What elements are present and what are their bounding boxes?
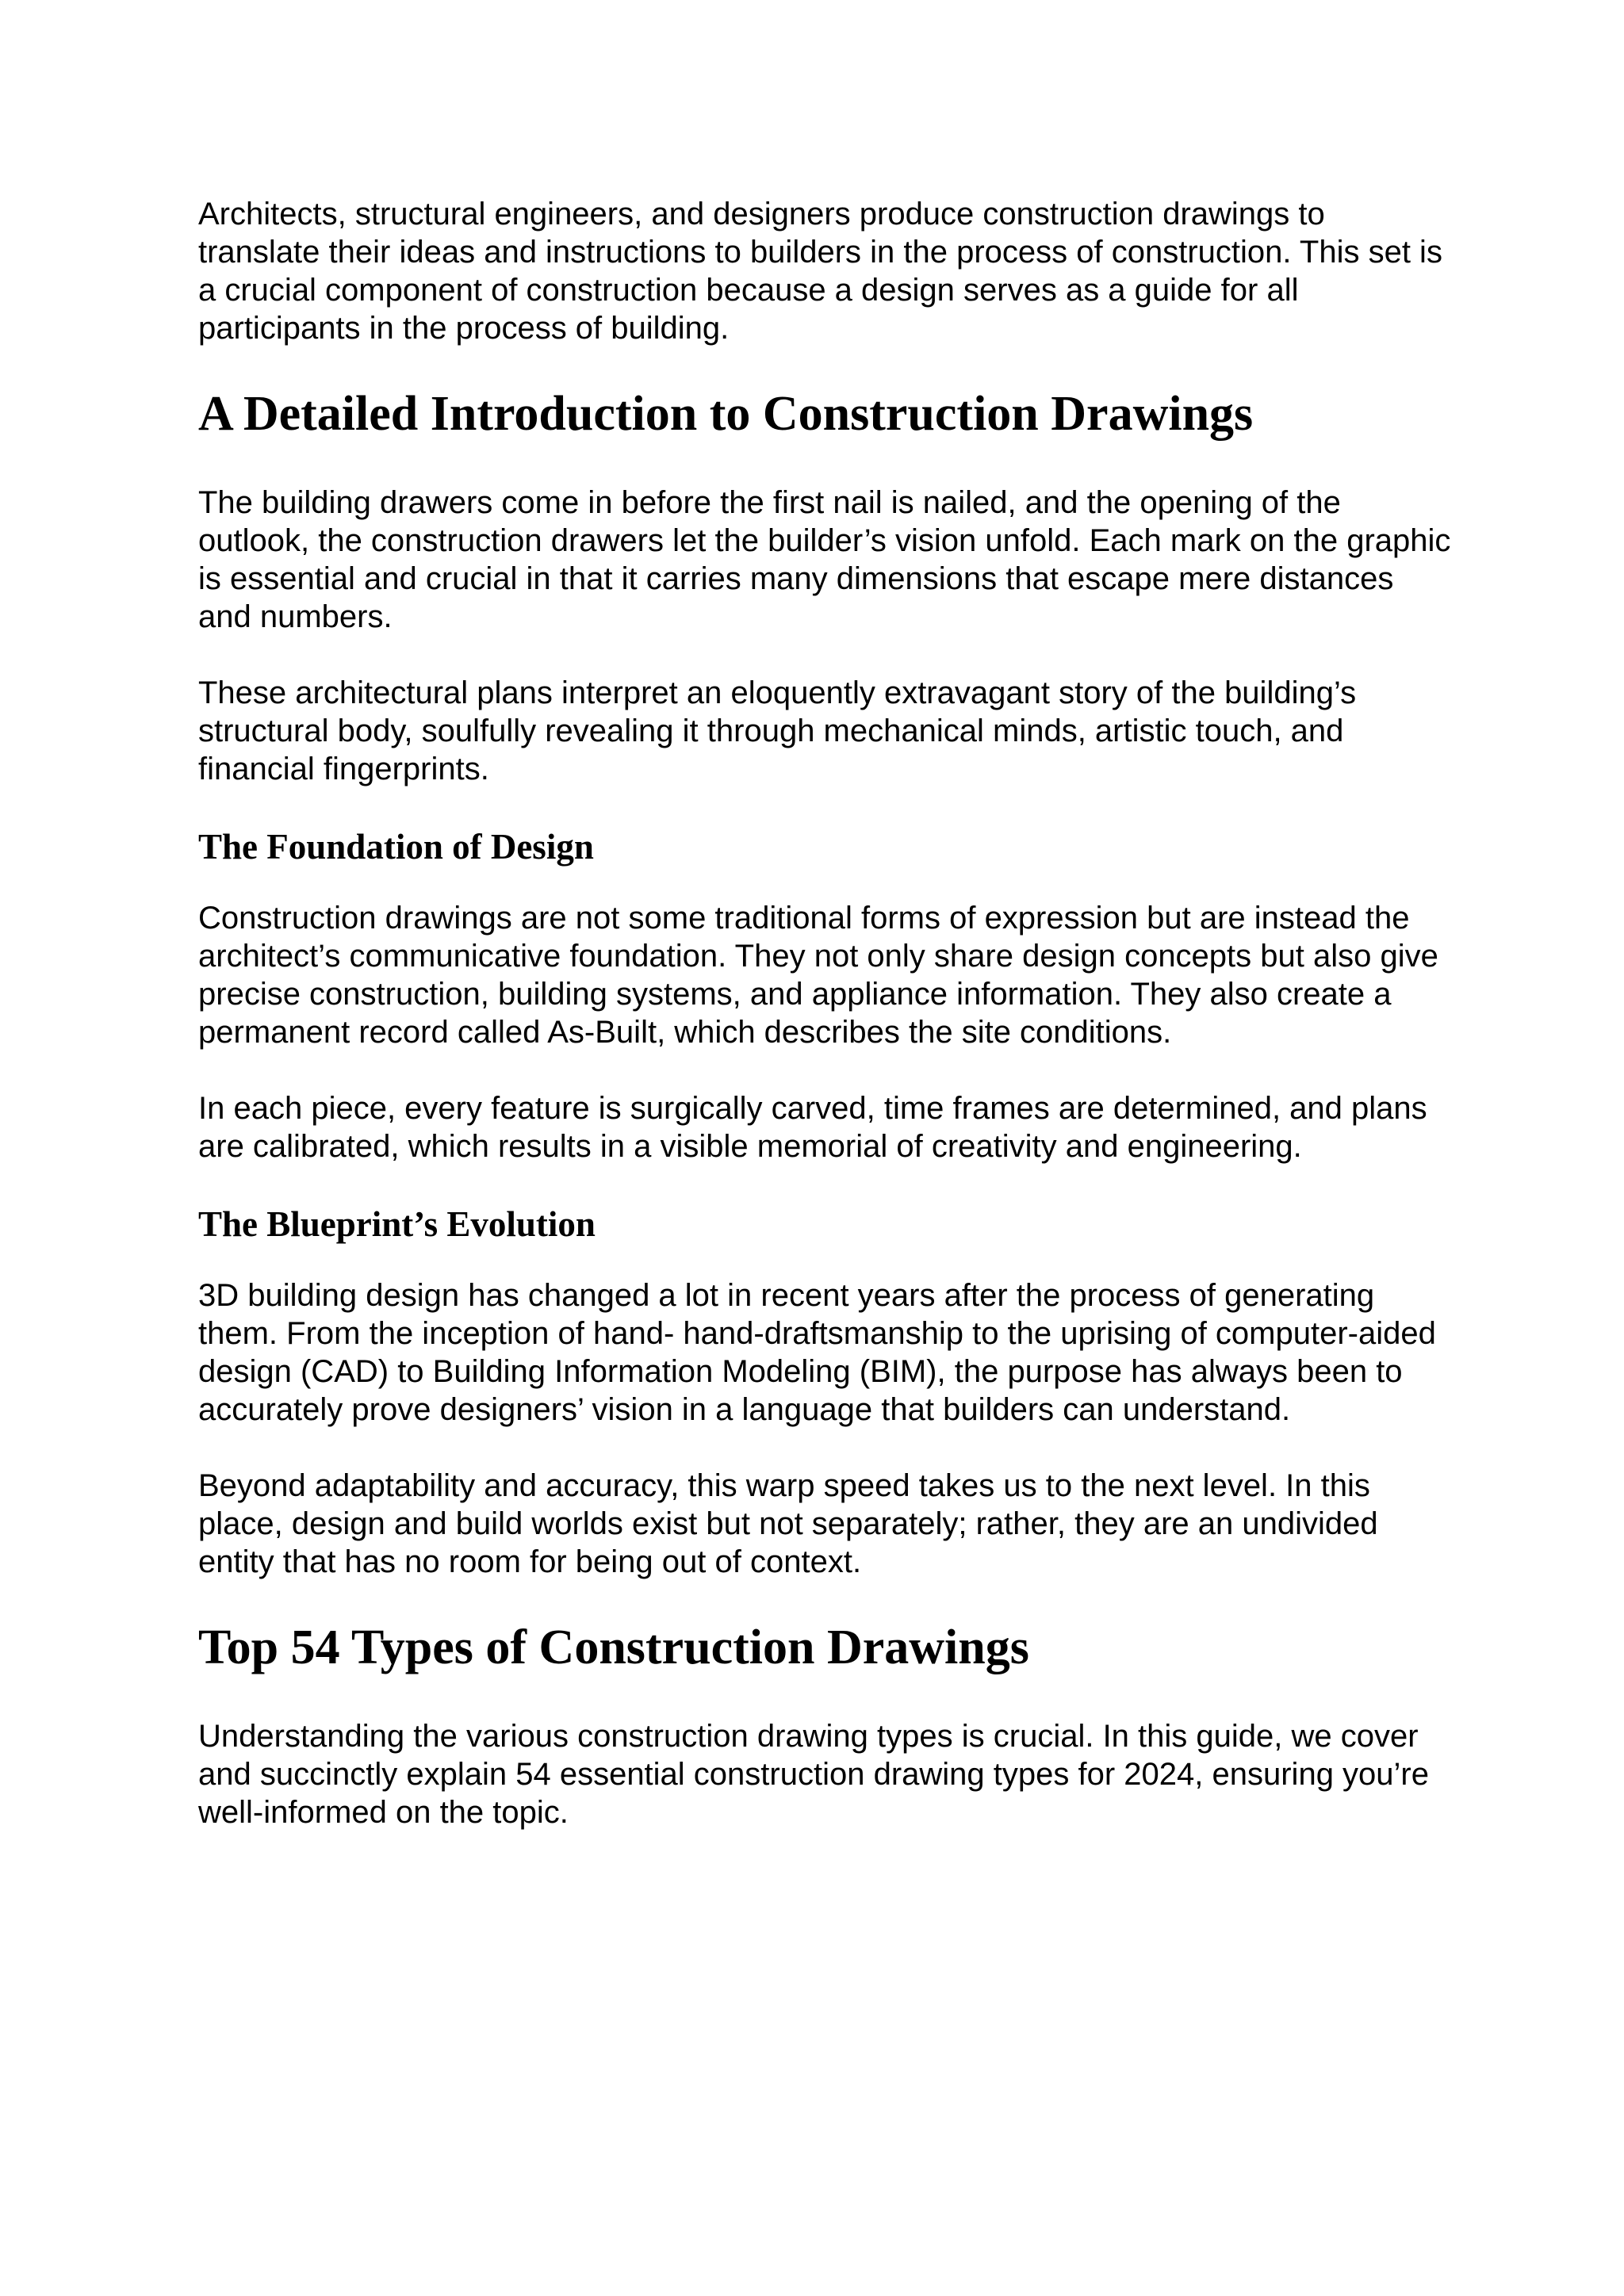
- section-heading-introduction: A Detailed Introduction to Construction Drawings: [198, 387, 1254, 441]
- subheading-foundation: The Foundation of Design: [198, 827, 594, 867]
- evolution-paragraph-1: 3D building design has changed a lot in recent years after the process of generating them. From the inception of hand- hand-draftsmanship to the uprising of computer-aided design (CAD) to Building Information Modeling (BIM), the purpose has always been to accurately prove designers’ vision in a language that builders can understand.: [198, 1278, 1436, 1427]
- types-paragraph: Understanding the various construction drawing types is crucial. In this guide, we cover and succinctly explain 54 essential construction drawing types for 2024, ensuring you’re well-informed on the topic.: [198, 1719, 1429, 1830]
- section-heading-types: Top 54 Types of Construction Drawings: [198, 1621, 1029, 1674]
- evolution-paragraph-2: Beyond adaptability and accuracy, this warp speed takes us to the next level. In this place, design and build worlds exist but not separately; rather, they are an undivided entity that has no room for being out of context.: [198, 1468, 1378, 1579]
- introduction-paragraph-1: The building drawers come in before the first nail is nailed, and the opening of the outlook, the construction drawers let the builder’s vision unfold. Each mark on the graphic is essential and crucial in that it carries many dimensions that escape mere distances and numbers.: [198, 485, 1451, 634]
- intro-paragraph: Architects, structural engineers, and designers produce construction drawings to translate their ideas and instructions to builders in the process of construction. This set is a crucial component of construction because a design serves as a guide for all participants in the process of building.: [198, 197, 1442, 346]
- foundation-paragraph-1: Construction drawings are not some traditional forms of expression but are instead the architect’s communicative foundation. They not only share design concepts but also give precise construction, building systems, and appliance information. They also create a permanent record called As-Built, which describes the site conditions.: [198, 901, 1438, 1050]
- introduction-paragraph-2: These architectural plans interpret an eloquently extravagant story of the building’s structural body, soulfully revealing it through mechanical minds, artistic touch, and financial fingerprints.: [198, 675, 1357, 786]
- subheading-evolution: The Blueprint’s Evolution: [198, 1204, 596, 1244]
- foundation-paragraph-2: In each piece, every feature is surgically carved, time frames are determined, and plans are calibrated, which results in a visible memorial of creativity and engineering.: [198, 1091, 1427, 1164]
- document-page: [198, 195, 1451, 1869]
